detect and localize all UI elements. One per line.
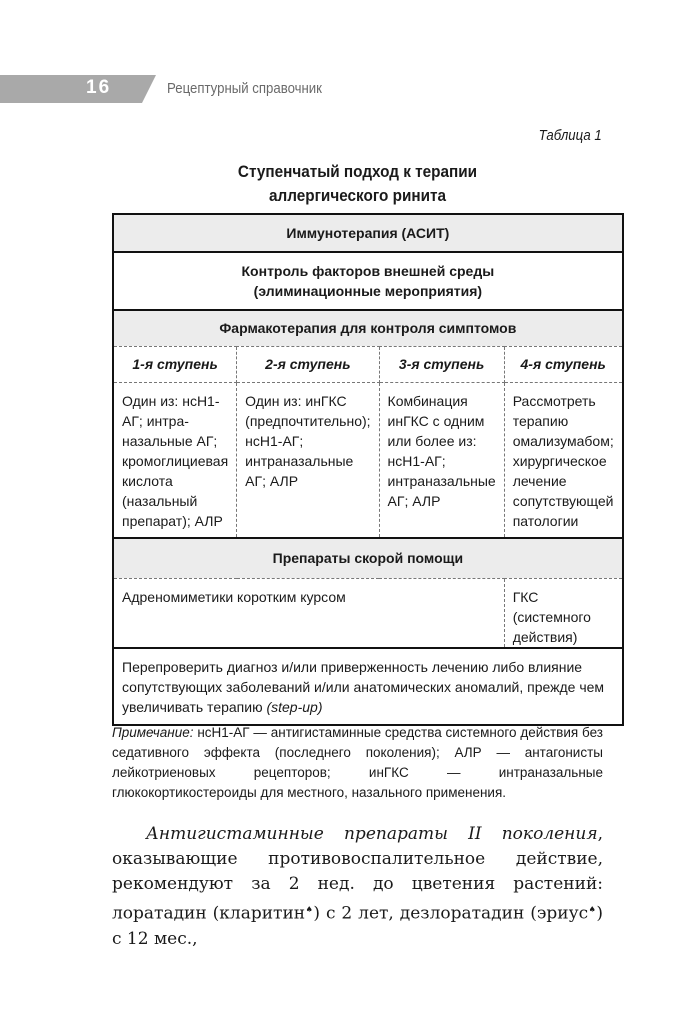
step-content: Комбинация инГКС с одним или более из: нсН1-АГ; интраназальные АГ; АЛР: [379, 382, 504, 538]
note-label: Примечание:: [112, 725, 194, 740]
note-text: нсН1-АГ — антигистаминные средства системного действия без седативного эффекта (последнего поколения); АЛР — антагонисты лейкотриеновых рецепторов; инГКС — интраназальные глюкокортикостероиды для местного, назального применения.: [112, 725, 603, 800]
step-header: 4-я ступень: [504, 346, 623, 382]
table-title-line: Ступенчатый подход к терапии: [237, 162, 478, 181]
pharmacotherapy-row: Фармакотерапия для контроля симптомов: [113, 310, 623, 346]
table-title-line: аллергического ринита: [268, 186, 447, 205]
step-content: Один из: нсН1-АГ; интра-назальные АГ; кромоглициевая кислота (назальный препарат); АЛР: [113, 382, 237, 538]
therapy-table: [112, 213, 624, 726]
table-label: Таблица 1: [538, 127, 602, 144]
recheck-row: Перепроверить диагноз и/или приверженность лечению либо влияние сопутствующих заболеваний и/или анатомических аномалий, прежде чем увеличивать терапию (step-up): [113, 648, 623, 725]
table-note: [112, 723, 603, 803]
rescue-right: ГКС (системного действия): [504, 578, 623, 648]
header-band: [0, 75, 156, 103]
environment-row: Контроль факторов внешней среды (элиминационные мероприятия): [113, 252, 623, 310]
table-title: [137, 160, 579, 208]
body-text: Антигистаминные препараты II поколения, оказывающие противовоспалительное действие, рекомендуют за 2 нед. до цветения растений: лоратадин (кларитин♠) с 2 лет, дезлоратадин (эриус♠) с 12 мес.,: [112, 824, 604, 949]
rescue-left: Адреномиметики коротким курсом: [113, 578, 504, 648]
step-header: 1-я ступень: [113, 346, 237, 382]
step-content: Один из: инГКС (предпочтительно); нсН1-АГ; интраназальные АГ; АЛР: [237, 382, 379, 538]
step-header: 2-я ступень: [237, 346, 379, 382]
rescue-row: Препараты скорой помощи: [113, 538, 623, 578]
step-header: 3-я ступень: [379, 346, 504, 382]
page-number: 16: [86, 77, 112, 98]
step-content: Рассмотреть терапию омализумабом; хирургическое лечение сопутствующей патологии: [504, 382, 623, 538]
running-title: Рецептурный справочник: [167, 80, 322, 97]
immunotherapy-row: Иммунотерапия (АСИТ): [113, 214, 623, 252]
